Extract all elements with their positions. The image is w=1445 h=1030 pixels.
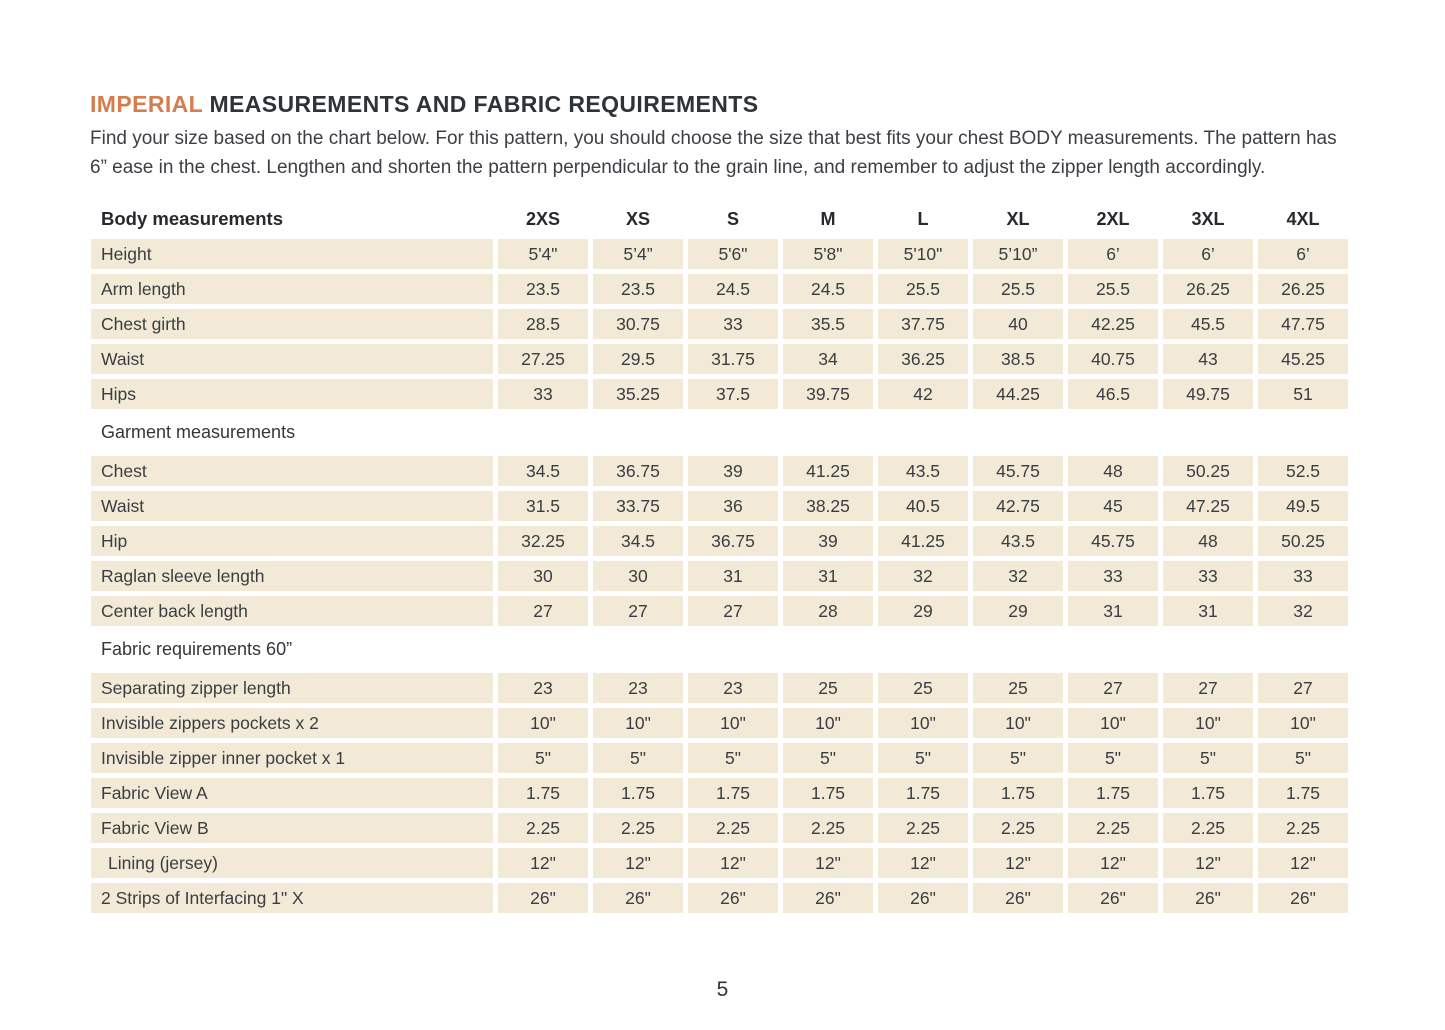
table-cell: 51	[1258, 379, 1348, 409]
measurements-table-body	[91, 239, 1348, 913]
table-cell: 43.5	[973, 526, 1063, 556]
table-cell: 2.25	[783, 813, 873, 843]
table-cell: 52.5	[1258, 456, 1348, 486]
section-label: Garment measurements	[101, 422, 296, 442]
table-cell: 42.75	[973, 491, 1063, 521]
table-cell: 47.75	[1258, 309, 1348, 339]
table-cell: 45.25	[1258, 344, 1348, 374]
table-cell: 30.75	[593, 309, 683, 339]
table-cell: 10"	[973, 708, 1063, 738]
table-cell: 43	[1163, 344, 1253, 374]
table-cell: 26.25	[1258, 274, 1348, 304]
row-label: Invisible zipper inner pocket x 1	[91, 743, 493, 773]
table-cell: 37.5	[688, 379, 778, 409]
table-row	[91, 673, 1348, 703]
row-label: Arm length	[91, 274, 493, 304]
table-cell: 27	[498, 596, 588, 626]
table-cell: 35.5	[783, 309, 873, 339]
table-cell: 31	[1068, 596, 1158, 626]
table-cell: 39.75	[783, 379, 873, 409]
row-label: Separating zipper length	[91, 673, 493, 703]
table-row	[91, 344, 1348, 374]
table-cell: 2.25	[878, 813, 968, 843]
table-cell: 33	[688, 309, 778, 339]
table-cell: 2.25	[593, 813, 683, 843]
table-cell: 48	[1068, 456, 1158, 486]
page-title	[90, 91, 1356, 118]
table-cell: 38.5	[973, 344, 1063, 374]
table-cell: 24.5	[783, 274, 873, 304]
table-cell: 1.75	[1068, 778, 1158, 808]
header-size-3xl: 3XL	[1191, 208, 1225, 229]
table-cell: 10"	[593, 708, 683, 738]
table-cell: 39	[688, 456, 778, 486]
table-cell: 42.25	[1068, 309, 1158, 339]
table-cell: 26"	[593, 883, 683, 913]
table-cell: 5"	[498, 743, 588, 773]
table-cell: 29.5	[593, 344, 683, 374]
table-row	[91, 743, 1348, 773]
table-cell: 45.5	[1163, 309, 1253, 339]
table-cell: 10"	[498, 708, 588, 738]
table-cell: 12"	[593, 848, 683, 878]
row-label: Waist	[91, 491, 493, 521]
table-cell: 29	[878, 596, 968, 626]
table-cell: 26"	[1258, 883, 1348, 913]
table-cell: 32.25	[498, 526, 588, 556]
table-cell: 37.75	[878, 309, 968, 339]
table-cell: 23	[688, 673, 778, 703]
table-row	[91, 491, 1348, 521]
table-cell: 36	[688, 491, 778, 521]
table-cell: 27	[593, 596, 683, 626]
table-cell: 12"	[498, 848, 588, 878]
table-row	[91, 309, 1348, 339]
table-cell: 12"	[1163, 848, 1253, 878]
row-label: Fabric View A	[91, 778, 493, 808]
table-cell: 10"	[783, 708, 873, 738]
table-cell: 41.25	[878, 526, 968, 556]
table-cell: 31	[688, 561, 778, 591]
table-cell: 12"	[878, 848, 968, 878]
table-cell: 25.5	[878, 274, 968, 304]
table-cell: 5’4”	[593, 239, 683, 269]
table-cell: 32	[878, 561, 968, 591]
row-label: Lining (jersey)	[91, 848, 493, 878]
table-cell: 25.5	[973, 274, 1063, 304]
table-cell: 6’	[1068, 239, 1158, 269]
row-label: Chest	[91, 456, 493, 486]
table-cell: 50.25	[1258, 526, 1348, 556]
table-cell: 5'8"	[783, 239, 873, 269]
table-cell: 2.25	[688, 813, 778, 843]
table-cell: 5'4"	[498, 239, 588, 269]
header-size-2xs: 2XS	[525, 208, 561, 229]
table-cell: 41.25	[783, 456, 873, 486]
header-size-xl: XL	[1006, 208, 1030, 229]
table-cell: 5'10"	[878, 239, 968, 269]
table-cell: 26"	[1068, 883, 1158, 913]
table-cell: 25	[878, 673, 968, 703]
table-cell: 1.75	[973, 778, 1063, 808]
table-cell: 28	[783, 596, 873, 626]
table-row	[91, 848, 1348, 878]
page-number: 5	[716, 978, 729, 1001]
row-label: Height	[91, 239, 493, 269]
table-cell: 33	[1258, 561, 1348, 591]
table-cell: 12"	[783, 848, 873, 878]
row-label: Center back length	[91, 596, 493, 626]
table-row	[91, 708, 1348, 738]
table-cell: 46.5	[1068, 379, 1158, 409]
table-cell: 5'6"	[688, 239, 778, 269]
table-cell: 10"	[878, 708, 968, 738]
table-cell: 34.5	[593, 526, 683, 556]
measurements-table	[86, 199, 1353, 918]
section-row	[91, 631, 1348, 668]
table-cell: 32	[973, 561, 1063, 591]
table-cell: 42	[878, 379, 968, 409]
table-cell: 2.25	[973, 813, 1063, 843]
table-cell: 10"	[1258, 708, 1348, 738]
page-title-highlight: IMPERIAL	[90, 91, 203, 117]
table-cell: 1.75	[1258, 778, 1348, 808]
table-row	[91, 526, 1348, 556]
table-cell: 27	[1258, 673, 1348, 703]
table-cell: 27.25	[498, 344, 588, 374]
table-row	[91, 456, 1348, 486]
table-cell: 28.5	[498, 309, 588, 339]
table-cell: 26"	[1163, 883, 1253, 913]
table-cell: 31.75	[688, 344, 778, 374]
table-cell: 5’10”	[973, 239, 1063, 269]
row-label: Invisible zippers pockets x 2	[91, 708, 493, 738]
table-cell: 2.25	[1258, 813, 1348, 843]
table-cell: 26"	[783, 883, 873, 913]
table-cell: 27	[688, 596, 778, 626]
table-cell: 33.75	[593, 491, 683, 521]
section-row	[91, 414, 1348, 451]
table-cell: 30	[498, 561, 588, 591]
table-cell: 43.5	[878, 456, 968, 486]
row-label: Hips	[91, 379, 493, 409]
table-cell: 25.5	[1068, 274, 1158, 304]
header-row	[91, 204, 1348, 234]
table-cell: 29	[973, 596, 1063, 626]
table-cell: 31	[1163, 596, 1253, 626]
table-row	[91, 596, 1348, 626]
table-cell: 5"	[688, 743, 778, 773]
section-label: Fabric requirements 60”	[101, 639, 293, 659]
table-cell: 48	[1163, 526, 1253, 556]
table-cell: 6’	[1163, 239, 1253, 269]
table-cell: 49.75	[1163, 379, 1253, 409]
table-cell: 47.25	[1163, 491, 1253, 521]
header-size-m: M	[820, 208, 836, 229]
table-cell: 2.25	[1068, 813, 1158, 843]
table-cell: 33	[1068, 561, 1158, 591]
table-cell: 26"	[498, 883, 588, 913]
header-size-xs: XS	[625, 208, 650, 229]
table-cell: 5"	[973, 743, 1063, 773]
table-cell: 12"	[688, 848, 778, 878]
header-size-2xl: 2XL	[1096, 208, 1130, 229]
measurements-table-head	[91, 204, 1348, 234]
table-cell: 49.5	[1258, 491, 1348, 521]
table-row	[91, 274, 1348, 304]
table-cell: 5"	[878, 743, 968, 773]
table-cell: 38.25	[783, 491, 873, 521]
row-label: Waist	[91, 344, 493, 374]
row-label: Hip	[91, 526, 493, 556]
table-cell: 45	[1068, 491, 1158, 521]
table-cell: 2.25	[1163, 813, 1253, 843]
table-cell: 44.25	[973, 379, 1063, 409]
table-cell: 10"	[1163, 708, 1253, 738]
row-label: 2 Strips of Interfacing 1" X	[91, 883, 493, 913]
table-cell: 36.75	[688, 526, 778, 556]
table-cell: 33	[498, 379, 588, 409]
table-cell: 27	[1068, 673, 1158, 703]
table-cell: 23.5	[498, 274, 588, 304]
page-title-rest: MEASUREMENTS AND FABRIC REQUIREMENTS	[209, 91, 759, 117]
table-cell: 40	[973, 309, 1063, 339]
table-cell: 34	[783, 344, 873, 374]
table-cell: 1.75	[783, 778, 873, 808]
table-cell: 10"	[1068, 708, 1158, 738]
table-cell: 50.25	[1163, 456, 1253, 486]
table-row	[91, 813, 1348, 843]
table-cell: 31.5	[498, 491, 588, 521]
table-cell: 2.25	[498, 813, 588, 843]
table-row	[91, 561, 1348, 591]
table-cell: 23.5	[593, 274, 683, 304]
table-cell: 1.75	[688, 778, 778, 808]
table-cell: 12"	[1258, 848, 1348, 878]
table-cell: 45.75	[973, 456, 1063, 486]
table-cell: 10"	[688, 708, 778, 738]
header-size-s: S	[726, 208, 739, 229]
table-cell: 5"	[783, 743, 873, 773]
table-cell: 12"	[973, 848, 1063, 878]
table-cell: 26"	[878, 883, 968, 913]
row-label: Fabric View B	[91, 813, 493, 843]
table-cell: 25	[973, 673, 1063, 703]
header-body-measurements: Body measurements	[101, 208, 283, 229]
table-cell: 31	[783, 561, 873, 591]
table-cell: 6’	[1258, 239, 1348, 269]
table-cell: 34.5	[498, 456, 588, 486]
table-cell: 26"	[688, 883, 778, 913]
table-cell: 12"	[1068, 848, 1158, 878]
table-cell: 23	[498, 673, 588, 703]
table-row	[91, 778, 1348, 808]
row-label: Chest girth	[91, 309, 493, 339]
table-cell: 1.75	[593, 778, 683, 808]
row-label: Raglan sleeve length	[91, 561, 493, 591]
table-cell: 5"	[593, 743, 683, 773]
table-cell: 33	[1163, 561, 1253, 591]
table-cell: 24.5	[688, 274, 778, 304]
table-cell: 40.5	[878, 491, 968, 521]
table-row	[91, 883, 1348, 913]
table-cell: 27	[1163, 673, 1253, 703]
header-size-l: L	[917, 208, 929, 229]
table-row	[91, 239, 1348, 269]
table-cell: 26"	[973, 883, 1063, 913]
header-size-4xl: 4XL	[1286, 208, 1320, 229]
table-cell: 26.25	[1163, 274, 1253, 304]
table-row	[91, 379, 1348, 409]
table-cell: 5"	[1068, 743, 1158, 773]
table-cell: 36.75	[593, 456, 683, 486]
table-cell: 1.75	[1163, 778, 1253, 808]
table-cell: 39	[783, 526, 873, 556]
table-cell: 23	[593, 673, 683, 703]
table-cell: 45.75	[1068, 526, 1158, 556]
table-cell: 32	[1258, 596, 1348, 626]
intro-paragraph: Find your size based on the chart below. For this pattern, you should choose the size that best fits your chest BODY measurements. The pattern has 6” ease in the chest. Lengthen and shorten the pattern perpendicular to the grain line, and remember to adjust the zipper length accordingly.	[90, 128, 1337, 178]
table-cell: 30	[593, 561, 683, 591]
table-cell: 5"	[1258, 743, 1348, 773]
table-cell: 35.25	[593, 379, 683, 409]
table-cell: 25	[783, 673, 873, 703]
table-cell: 36.25	[878, 344, 968, 374]
table-cell: 5"	[1163, 743, 1253, 773]
table-cell: 40.75	[1068, 344, 1158, 374]
table-cell: 1.75	[498, 778, 588, 808]
table-cell: 1.75	[878, 778, 968, 808]
